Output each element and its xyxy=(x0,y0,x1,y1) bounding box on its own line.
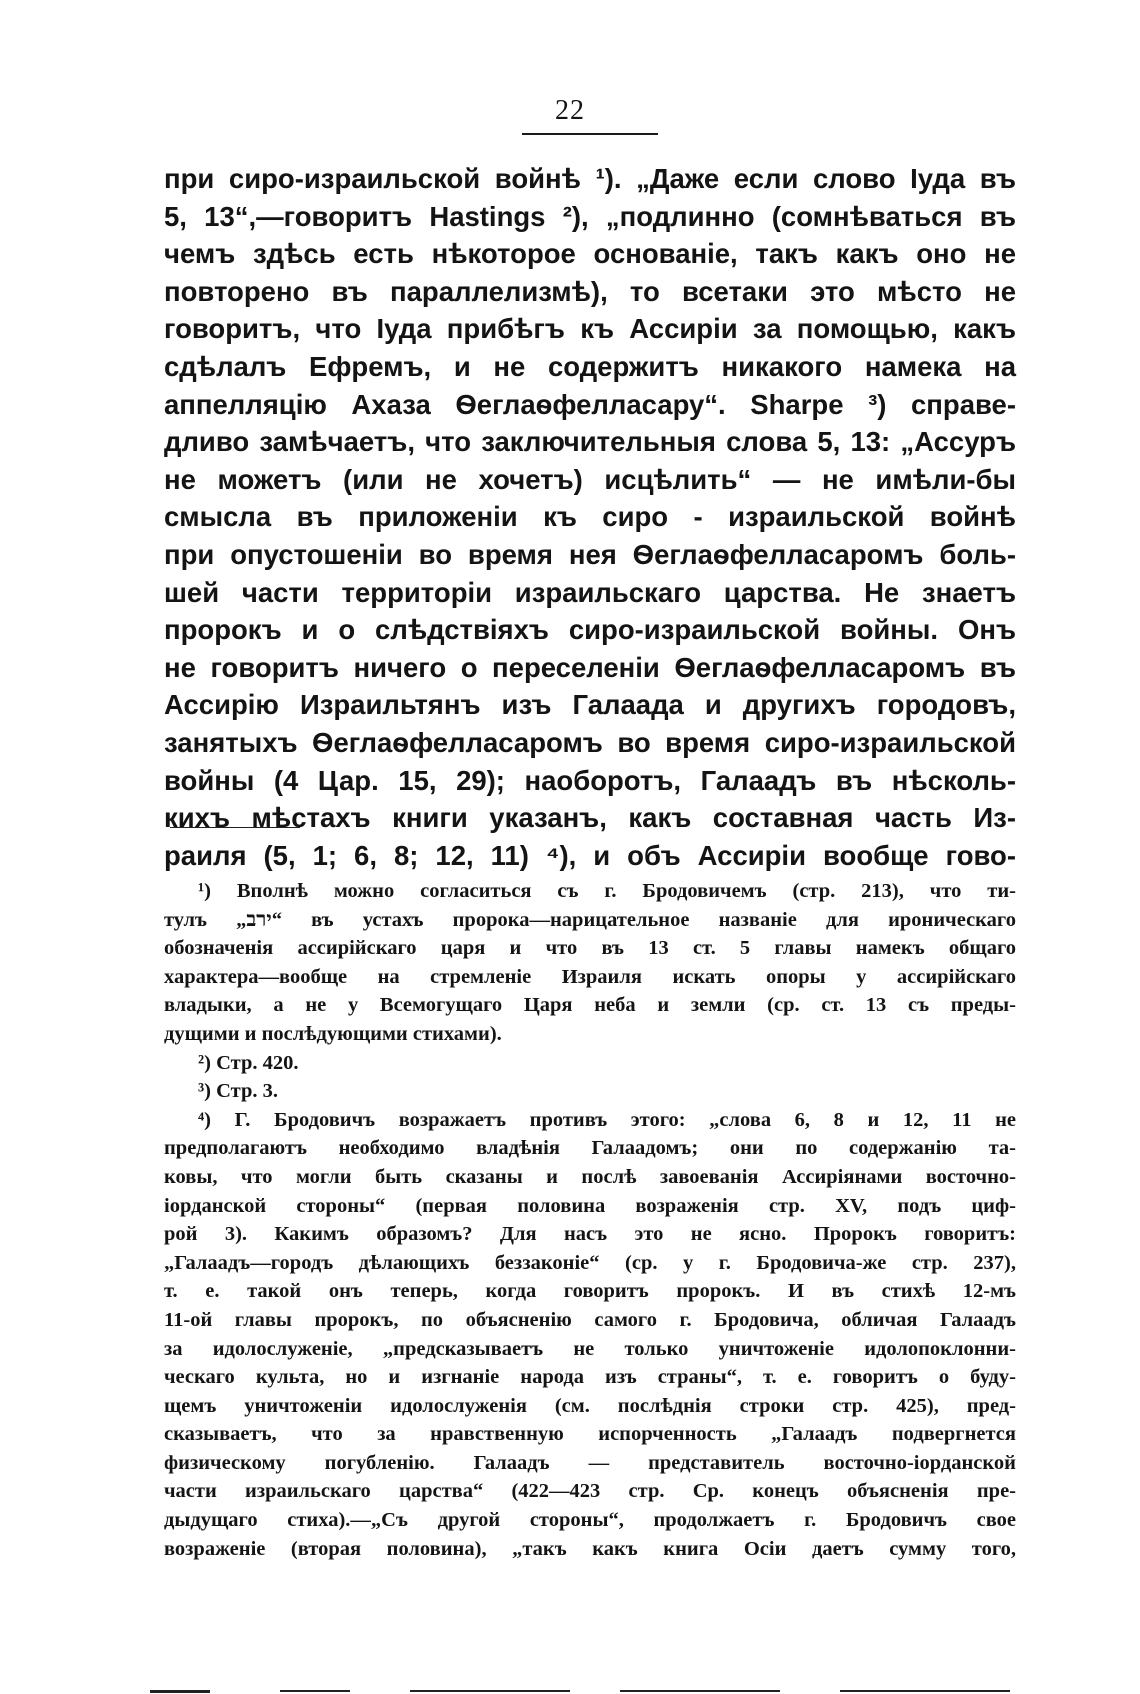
text-line: чемъ здѣсь есть нѣкоторое основаніе, такъ какъ оно не xyxy=(164,238,1016,270)
footnote-line: тулъ „ירב“ въ устахъ пророка—нарицательное названіе для ироническаго xyxy=(164,908,1016,931)
text-line: 5, 13“,—говоритъ Hastings ²), „подлинно (сомнѣваться въ xyxy=(164,200,1016,232)
footnote-line: дыдущаго стиха).—„Съ другой стороны“, продолжаетъ г. Бродовичъ свое xyxy=(164,1509,1016,1532)
footnote-line: т. е. такой онъ теперь, когда говоритъ пророкъ. И въ стихѣ 12-мъ xyxy=(164,1280,1016,1303)
footnote-line: предполагаютъ необходимо владѣнія Галаадомъ; они по содержанію та- xyxy=(164,1137,1016,1160)
main-text xyxy=(164,160,1016,874)
footnote-line: возраженіе (вторая половина), „такъ какъ книга Осіи даетъ сумму того, xyxy=(164,1537,1016,1560)
scan-mark xyxy=(410,1690,570,1692)
footnote-line: ¹) Вполнѣ можно согласиться съ г. Бродовичемъ (стр. 213), что ти- xyxy=(198,880,1016,902)
text-line: дливо замѣчаетъ, что заключительныя слова 5, 13: „Ассуръ xyxy=(164,426,1016,458)
bottom-scan-marks xyxy=(150,1690,1050,1692)
footnote-line: ⁴) Г. Бродовичъ возражаетъ противъ этого: „слова 6, 8 и 12, 11 не xyxy=(198,1108,1016,1131)
footnote-line: ²) Стр. 420. xyxy=(198,1051,299,1074)
text-line: повторено въ параллелизмѣ), то всетаки это мѣсто не xyxy=(164,275,1016,307)
footnote-rule xyxy=(170,827,300,828)
footnote-line: ческаго культа, но и изгнаніе народа изъ страны“, т. е. говоритъ о буду- xyxy=(164,1366,1016,1389)
scan-mark xyxy=(620,1690,780,1692)
scan-mark xyxy=(150,1690,210,1693)
footnote-line: владыки, а не у Всемогущаго Царя неба и земли (ср. ст. 13 съ преды- xyxy=(164,994,1016,1017)
text-line: при сиро-израильской войнѣ ¹). „Даже если слово Іуда въ xyxy=(164,163,1016,194)
text-line: пророкъ и о слѣдствіяхъ сиро-израильской войны. Онъ xyxy=(164,614,1016,646)
footnote-line: обозначенія ассирійскаго царя и что въ 13 ст. 5 главы намекъ общаго xyxy=(164,937,1016,960)
footnote-line: части израильскаго царства“ (422—423 стр. Ср. конецъ объясненія пре- xyxy=(164,1480,1016,1503)
footnotes xyxy=(164,877,1016,1563)
text-line: шей части территоріи израильскаго царства. Не знаетъ xyxy=(164,576,1016,608)
text-line: аппелляцію Ахаза Ѳеглаѳфелласару“. Sharpe ³) справе- xyxy=(164,388,1016,420)
footnote-line: за идолослуженіе, „предсказываетъ не только уничтоженіе идолопоклонни- xyxy=(164,1337,1016,1360)
text-line: сдѣлалъ Ефремъ, и не содержитъ никакого намека на xyxy=(164,350,1016,382)
text-line: занятыхъ Ѳеглаѳфелласаромъ во время сиро-израильской xyxy=(164,726,1016,758)
text-line: смысла въ приложеніи къ сиро - израильской войнѣ xyxy=(164,501,1016,533)
footnote-line: дущими и послѣдующими стихами). xyxy=(164,1022,502,1045)
text-line: Ассирію Израильтянъ изъ Галаада и другихъ городовъ, xyxy=(164,689,1016,721)
scan-mark xyxy=(280,1690,350,1692)
footnote-line: характера—вообще на стремленіе Израиля искать опоры у ассирійскаго xyxy=(164,965,1016,988)
text-line: не говоритъ ничего о переселеніи Ѳеглаѳфелласаромъ въ xyxy=(164,651,1016,683)
text-line: при опустошеніи во время нея Ѳеглаѳфелласаромъ боль- xyxy=(164,538,1016,570)
scan-mark xyxy=(840,1690,1010,1692)
footnote-line: „Галаадъ—городъ дѣлающихъ беззаконіе“ (ср. у г. Бродовича-же стр. 237), xyxy=(164,1251,1016,1274)
footnote-line: сказываетъ, что за нравственную испорченность „Галаадъ подвергнется xyxy=(164,1423,1016,1446)
footnote-line: іорданской стороны“ (первая половина возраженія стр. XV, подъ циф- xyxy=(164,1194,1016,1217)
footnote-line: 11-ой главы пророкъ, по объясненію самого г. Бродовича, обличая Галаадъ xyxy=(164,1308,1016,1331)
text-line: говоритъ, что Іуда прибѣгъ къ Ассиріи за помощью, какъ xyxy=(164,313,1016,345)
footnote-line: рой 3). Какимъ образомъ? Для насъ это не ясно. Пророкъ говоритъ: xyxy=(164,1223,1016,1246)
footnote-line: ³) Стр. 3. xyxy=(198,1080,278,1103)
footnote-line: ковы, что могли быть сказаны и послѣ завоеванія Ассиріянами восточно- xyxy=(164,1165,1016,1188)
text-line: не можетъ (или не хочетъ) исцѣлить“ — не имѣли-бы xyxy=(164,463,1016,495)
text-line: кихъ мѣстахъ книги указанъ, какъ составная часть Из- xyxy=(164,802,1016,834)
header-rule xyxy=(522,133,658,135)
footnote-line: щемъ уничтоженіи идолослуженія (см. послѣднія строки стр. 425), пред- xyxy=(164,1394,1016,1417)
footnote-line: физическому погубленію. Галаадъ — представитель восточно-іорданской xyxy=(164,1451,1016,1474)
page-number: 22 xyxy=(555,95,585,126)
text-line: войны (4 Цар. 15, 29); наоборотъ, Галаадъ въ нѣсколь- xyxy=(164,764,1016,796)
text-line: раиля (5, 1; 6, 8; 12, 11) ⁴), и объ Ассиріи вообще гово- xyxy=(164,839,1016,871)
